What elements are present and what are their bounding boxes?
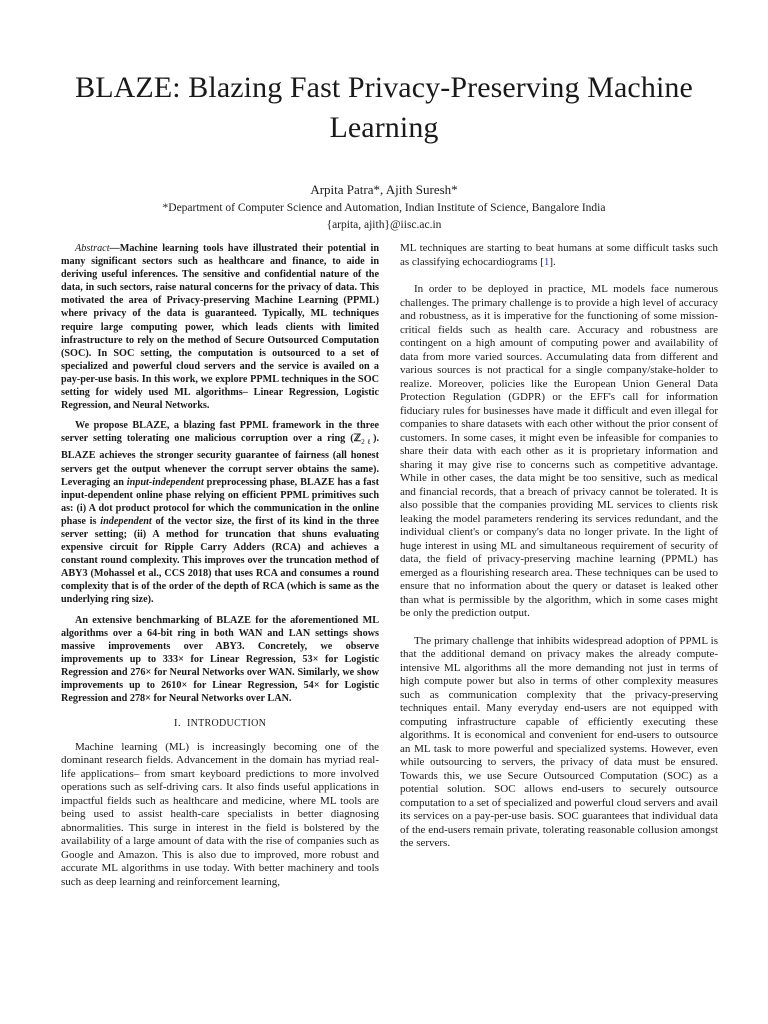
section-heading-introduction (61, 717, 379, 731)
intro-paragraph-1: Machine learning (ML) is increasingly becoming one of the dominant research fields. Advancement in the domain has myriad real-life applications– from smart keyboard predictions to more involved operations such as self-driving cars. It also finds useful applications in impactful fields such as healthcare and medicine, where ML tools are being used to assist health-care specialists in better diagnosing abnormalities. This surge in interest in the field is bolstered by the availability of a large amount of data with the rise of companies such as Google and Amazon. This is also due to improved, more robust and accurate ML algorithms in use today. With better machinery and tools such as deep learning and reinforcement learning, (61, 740, 379, 888)
emph-input-independent: input-independent (126, 476, 204, 488)
left-column (61, 242, 379, 889)
section-title: INTRODUCTION (186, 718, 267, 730)
affiliation: *Department of Computer Science and Automation, Indian Institute of Science, Bangalore India (162, 202, 606, 214)
author-emails: {arpita, ajith}@iisc.ac.in (326, 219, 442, 231)
abstract-text-2b: ). BLAZE achieves the stronger security guarantee of fairness (all honest servers get the output whenever the corrupt server obtains the same). Leveraging an (61, 433, 380, 488)
author-list: Arpita Patra*, Ajith Suresh* (310, 182, 458, 197)
emph-independent: independent (100, 515, 152, 527)
ring-subscript: 2ℓ (361, 438, 374, 447)
abstract-label: Abstract (75, 243, 110, 254)
abstract-paragraph-1 (61, 242, 379, 412)
abstract-text-2d: of the vector size, the first of its kind in the three server setting; (ii) A method for truncation that shuns evaluating expensive circuit for Ripple Carry Adders (RCA) and achieves a constant round complexity. This improves over the truncation method of ABY3 (Mohassel et al., CCS 2018) that uses RCA and consumes a round complexity that is of the order of the depth of RCA (which is same as the underlying ring size). (61, 515, 379, 606)
right-column (400, 242, 718, 851)
abstract-paragraph-3: An extensive benchmarking of BLAZE for the aforementioned ML algorithms over a 64-bit ring in both WAN and LAN settings shows massive improvements over ABY3. Concretely, we observe improvements up to 333× for Linear Regression, 53× for Logistic Regression and 276× for Neural Networks over WAN. Similarly, we show improvements up to 2610× for Linear Regression, 54× for Logistic Regression and 278× for Neural Networks over LAN. (61, 614, 379, 705)
abstract-text-2a: We propose BLAZE, a blazing fast PPML framework in the three server setting tolerating one malicious corruption over a ring (ℤ (61, 420, 379, 445)
intro-paragraph-2: In order to be deployed in practice, ML models face numerous challenges. The primary challenge is to provide a high level of accuracy and robustness, as it is imperative for the functioning of some mission-critical fields such as health care. Accuracy and robustness are contingent on a high amount of computing power and availability of data from more varied sources. Accumulating data from different and various sources is not practical for a single company/stake-holder to realize. Moreover, policies like the European Union General Data Protection Regulation (GDPR) or the EFF's call for information fiduciary rules for businesses have made it difficult and even illegal for companies to share datasets with each other without the prior consent of customers. In some cases, it might even be infeasible for companies to share their data with each other as it is proprietary information and sharing it may give rise to concerns such as competitive advantage. While in other cases, the data might be too sensitive, such as medical and financial records, that a breach of privacy cannot be tolerated. It is also possible that the companies providing ML services to clients risk leaking the model parameters rendering its services redundant, and the individual client's or company's data no longer private. In the light of huge interest in using ML and simultaneous requirement of security of data, the field of privacy-preserving machine learning (PPML) has emerged as a flourishing research area. These techniques can be used to ensure that no information about the query or dataset is leaked other than what is permissible by the algorithm, which in some cases might be only the prediction output. (400, 283, 718, 619)
intro-text-cont-end: ]. (549, 255, 556, 268)
citation-link[interactable]: 1 (543, 255, 550, 268)
intro-paragraph-1-continued (400, 242, 718, 269)
section-number: I. (173, 717, 181, 730)
abstract-paragraph-2 (61, 419, 379, 606)
intro-text-cont: ML techniques are starting to beat humans at some difficult tasks such as classifying echocardiograms [ (400, 242, 718, 268)
intro-paragraph-3: The primary challenge that inhibits widespread adoption of PPML is that the additional demand on privacy makes the already compute-intensive ML algorithms all the more demanding not just in terms of high compute power but also in terms of other complexity measures such as communication complexity that the privacy-preserving techniques entail. Many everyday end-users are not equipped with computing infrastructure capable of efficiently executing these algorithms. It is economical and convenient for end-users to outsource an ML task to more powerful and specialized systems. However, even while outsourcing to servers, the privacy of data must be ensured. Towards this, we use Secure Outsourced Computation (SOC) as a potential solution. SOC allows end-users to securely outsource computation to a set of specialized and powerful cloud servers and avail its services on a pay-per-use basis. SOC guarantees that individual data of the end-users remain private, tolerating reasonable collusion amongst the servers. (400, 634, 718, 849)
abstract-text-1: —Machine learning tools have illustrated their potential in many significant sectors such as healthcare and finance, to aide in deriving useful inferences. The sensitive and confidential nature of the data, in such sectors, raise natural concerns for the privacy of data. This motivated the area of Privacy-preserving Machine Learning (PPML) where privacy of the data is guaranteed. Typically, ML techniques require large computing power, which leads clients with limited infrastructure to rely on the method of Secure Outsourced Computation (SOC). In SOC setting, the computation is outsourced to a set of specialized and powerful cloud servers and the service is availed on a pay-per-use basis. In this work, we explore PPML techniques in the SOC setting for widely used ML algorithms– Linear Regression, Logistic Regression, and Neural Networks. (61, 243, 379, 412)
paper-title: BLAZE: Blazing Fast Privacy-Preserving Machine Learning (75, 71, 693, 144)
abstract-text-2c: preprocessing phase, BLAZE has a fast input-dependent online phase relying on efficient PPML primitives such as: (i) A dot product protocol for which the communication in the online phase is (61, 476, 380, 527)
